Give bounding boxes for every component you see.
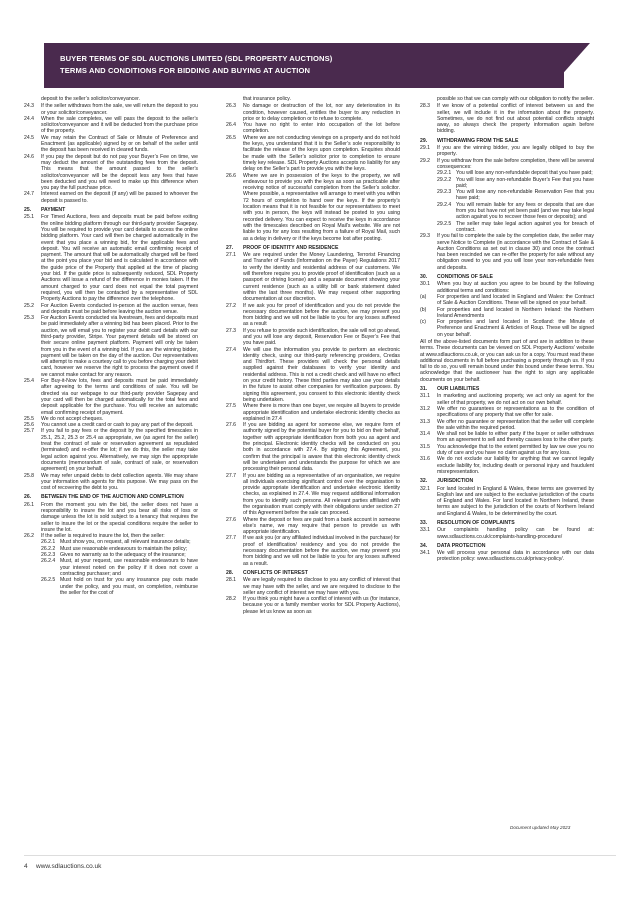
clause-number: 31.1 (420, 393, 431, 400)
clause (420, 319, 594, 338)
clause-number: (b) (420, 306, 427, 313)
clause (226, 403, 400, 422)
clause-number: 26.6 (226, 172, 237, 179)
section-heading-text: JURISDICTION (437, 478, 474, 485)
header-banner-notch (550, 43, 590, 88)
clause-text: For properties and land located in England and Wales: the Contract of Sale & Auction Conditions. These will be signed on your behalf. (437, 293, 594, 307)
clause-text: For land located in England & Wales, these terms are governed by English law and are subject to the exclusive jurisdiction of the courts of England and Wales. For land located in Northern Ireland, these terms are subject to the jurisdiction of the courts of Northern Ireland and England & Wales, to be determined by the court. (437, 485, 594, 517)
section-heading-text: BETWEEN THE END OF THE AUCTION AND COMPLETION (41, 494, 184, 501)
clause-number: 24.5 (24, 134, 35, 141)
clause (24, 135, 198, 154)
clause-text: Our complaints handling policy can be found at: www.sdlauctions.co.uk/complaints-handling-procedure/ (437, 527, 594, 540)
section-heading (420, 274, 594, 280)
sub-clause (437, 202, 594, 221)
clause (420, 103, 594, 134)
clause-text: We do not accept cheques. (41, 415, 104, 422)
clause-number: 31. (420, 386, 428, 393)
clause-number: 30.1 (420, 281, 431, 288)
terms-column-middle (226, 95, 400, 615)
clause-number: 24.6 (24, 153, 35, 160)
clause-continuation-text: deposit to the seller’s solicitor/conveyancer. (41, 96, 140, 102)
clause-number: 29. (420, 137, 428, 144)
clause-number: 27.3 (226, 327, 237, 334)
clause (226, 347, 400, 404)
clause-number: 32.1 (420, 485, 431, 492)
clause-number: 28.1 (226, 577, 237, 584)
clause-number: 29.1 (420, 145, 431, 152)
clause-continuation-text: possible so that we can comply with our obligation to notify the seller. (437, 96, 594, 102)
clause-text: If you pay the deposit but do not pay your Buyer’s Fee on time, we may deduct the amount of the outstanding fees from the deposit. This means that the amount passed to the seller’s solicitor/conveyancer will be the deposit less any fees that have been deducted and you will need to make up this difference when you pay the full purchase price. (41, 153, 198, 192)
clause-text: In marketing and auctioning property, we act only as agent for the seller of that property, we do not act on our own behalf. (437, 393, 594, 406)
section-heading (24, 494, 198, 500)
clause-text: We offer no guarantee or representation that the seller will complete the sale within the required period. (437, 418, 594, 431)
clause-number: 28. (226, 569, 234, 576)
clause-number: 25.3 (24, 315, 35, 322)
clause (226, 328, 400, 347)
clause-continuation-text: All of the above-listed documents form part of and are in addition to these terms. These documents can be viewed on SDL Property Auctions’ website at www.sdlauctions.co.uk, or you can ask us for a copy. You must read these additional documents in full before purchasing a property through us. If you fail to do so, you will remain bound under this bound under these terms. You acknowledge that the auctioneer has the right to sign any applicable documents on your behalf. (420, 338, 594, 383)
clause (420, 486, 594, 517)
section-heading-text: CONDITIONS OF SALE (437, 274, 493, 281)
clause-number: 27.6 (226, 422, 237, 429)
clause (226, 122, 400, 135)
clause-text: We offer no guarantees or representations as to the condition of specifications of any property that we offer for sale. (437, 405, 594, 419)
clause-number: 28.3 (420, 103, 431, 110)
title-line-2: TERMS AND CONDITIONS FOR BIDDING AND BUYING AT AUCTION (60, 66, 311, 75)
clause-number: (a) (420, 293, 427, 300)
clause-text: From the moment you win the bid, the seller does not have a responsibility to insure the lot and you bear all risks of loss or damage unless the lot is sold subject to a tenancy that requires the seller to insure the lot or the special conditions require the seller to insure the lot. (41, 501, 198, 533)
clause-text: You acknowledge that to the extent permitted by law we owe you no duty of care and you have no claim against us for any loss. (437, 443, 594, 457)
clause (226, 473, 400, 517)
clause-number: 25.8 (24, 472, 35, 479)
clause-number: 32. (420, 478, 428, 485)
clause (24, 154, 198, 192)
clause (226, 173, 400, 242)
document-header-banner (44, 43, 564, 88)
clause (226, 135, 400, 173)
clause-text: If you refuse to provide such identification, the sale will not go ahead, and you will lose any deposit, Reservation Fee or Buyer’s Fee that you have paid. (243, 327, 400, 347)
section-heading-text: DATA PROTECTION (437, 542, 486, 549)
clause (420, 550, 594, 563)
section-heading-text: PROOF OF IDENTITY AND RESIDENCE (243, 244, 339, 251)
clause-text: You cannot use a credit card or cash to pay any part of the deposit. (41, 422, 194, 429)
clause-text: If you are bidding as agent for someone else, we require form of authority signed by the potential buyer for you to bid on their behalf, together with appropriate identification from both you as agent and the principal. Electronic identity checks will be conducted on you both in accordance with 27.4. By signing this Agreement, you confirm that the principal is aware that this electronic identity check will be undertaken and understands the purpose for which we are processing their personal data. (243, 422, 400, 473)
clause-number: 33.1 (420, 527, 431, 534)
document-title (60, 53, 550, 77)
clause-number: (c) (420, 319, 426, 326)
clause-number: 31.6 (420, 456, 431, 463)
clause (226, 577, 400, 596)
clause-number: 26. (24, 494, 32, 501)
clause-number: 34.1 (420, 550, 431, 557)
clause-number: 29.2.1 (437, 170, 452, 177)
clause-number: 24.3 (24, 103, 35, 110)
clause-text: The seller may take legal action against you for breach of contract. (456, 220, 594, 233)
clause-number: 27. (226, 244, 234, 251)
clause-number: 31.3 (420, 418, 431, 425)
clause-text: Where we are not conducting viewings on a property and do not hold the keys, you understand that it is the Seller’s sole responsibility to facilitate the release of the keys upon completion. Enquiries should be made with the Seller’s solicitor prior to completion to ensure timely key release. SDL Property Auctions accepts no liability for any delay on the Seller’s part to provide you with the keys. (243, 134, 400, 173)
section-heading (226, 245, 400, 251)
section-heading (420, 543, 594, 549)
clause-text: Where there is more than one buyer, we require all buyers to provide appropriate identification and undertake electronic identity checks as explained in 27.4 (243, 403, 400, 422)
clause (420, 527, 594, 540)
section-heading-text: WITHDRAWING FROM THE SALE (437, 137, 519, 144)
clause (226, 596, 400, 615)
clause-text: Must show you, on request, all relevant insurance details; (60, 539, 191, 546)
clause-text: We may retain the Contract of Sale or Minute of Preference and Enactment (as applicable) signed by or on behalf of the seller until the deposit has been received in cleared funds. (41, 134, 198, 154)
clause-text: Must, at your request, use reasonable endeavours to have your interest noted on the policy if it does not cover a contracting purchaser; and (60, 558, 198, 577)
clause-number: 26.2.5 (41, 577, 56, 584)
clause-text: We are legally required to disclose to you any conflict of interest that we may have with the seller, and we are required to disclose to the seller any conflict of interest we may have with you. (243, 577, 400, 596)
clause-text: Interest earned on the deposit (if any) will be passed to whoever the deposit is passed to. (41, 191, 198, 204)
clause-number: 31.4 (420, 431, 431, 438)
clause-number: 24.7 (24, 191, 35, 198)
clause-number: 24.4 (24, 115, 35, 122)
clause (420, 393, 594, 406)
clause-text: If we ask you for proof of identification and you do not provide the necessary documentation before the auction, we may prevent you from bidding and we will not be liable to you for any losses suffered as a result (243, 302, 400, 328)
clause-text: You will lose any non-refundable Buyer’s Fee that you have paid; (456, 176, 594, 189)
clause-text: If the seller withdraws from the sale, we will return the deposit to you or your solicitor/conveyancer. (41, 103, 198, 116)
document-updated-note: Document updated May 2023 (510, 825, 571, 830)
clause-text: For Timed Auctions, fees and deposits must be paid before exiting the online bidding platform through our third-party provider Sagepay. You will be required to provide your card details to access the online bidding platform. Your card will then be charged automatically in the event that you place a winning bid, for the applicable fees and deposit. You will receive an automatic email confirming receipt of payment. The amount that will be automatically charged will be fixed at the point you place your bid and is calculated in accordance with the guide price of the Property that applied at the time of placing your bid. If the guide price is subsequently reduced, SDL Property Auctions will issue a refund of the difference in monies taken. If the amount charged to your card does not equal the total payment required, you will then be contacted by a representative of SDL Property Auctions to pay the difference over the telephone. (41, 214, 198, 303)
section-heading (420, 386, 594, 392)
clause-text: No damage or destruction of the lot, nor any deterioration in its condition, however caused, entitles the buyer to any reduction in price or to delay completion or to refuse to complete. (243, 103, 400, 122)
page-number: 4 (24, 863, 28, 870)
clause (24, 116, 198, 135)
clause-number: 29.2.3 (437, 189, 452, 196)
clause-number: 26.2 (24, 533, 35, 540)
clause-number: 25.7 (24, 428, 35, 435)
clause (226, 103, 400, 122)
clause (24, 502, 198, 533)
clause-number: 27.4 (226, 346, 237, 353)
title-line-1: BUYER TERMS OF SDL AUCTIONS LIMITED (SDL PROPERTY AUCTIONS) (60, 54, 333, 63)
clause-number: 26.2.4 (41, 558, 56, 565)
terms-column-right (420, 95, 594, 563)
clause (420, 233, 594, 271)
clause-number: 26.1 (24, 501, 35, 508)
clause-number: 26.4 (226, 122, 237, 129)
clause-number: 31.5 (420, 443, 431, 450)
clause-number: 25. (24, 207, 32, 214)
section-heading (24, 207, 198, 213)
clause (420, 456, 594, 475)
clause (420, 444, 594, 457)
clause-number: 29.3 (420, 233, 431, 240)
clause-text: We shall not be liable to either party if the buyer or seller withdraws from an agreement to sell and thereby causes loss to the other party. (437, 431, 594, 444)
clause (420, 419, 594, 432)
clause-number: 29.2 (420, 157, 431, 164)
clause-text: We will use the information you provide to perform an electronic identity check, using our third-party referencing providers, Credas and Thirdfort. These providers will check the personal details supplied against their databases to verify your identity and residential address. This is not a credit check and will have no effect on your credit history. These third parties may also use your details in the future to assist other companies for verification purposes. By signing this agreement, you consent to this electronic identity check being undertaken. (243, 346, 400, 403)
section-heading-text: RESOLUTION OF COMPLAINTS (437, 520, 515, 526)
clause-text: You will lose any non-refundable Reservation Fee that you have paid; (456, 189, 594, 202)
sub-clause (41, 577, 198, 596)
clause-number: 27.1 (226, 252, 237, 259)
clause-text: Must use reasonable endeavours to maintain the policy; (60, 545, 188, 552)
clause (24, 103, 198, 116)
clause-text: When the sale completes, we will pass the deposit to the seller’s solicitor/conveyancer and it will be deducted from the purchase price of the property. (41, 115, 198, 135)
clause-text: We are required under the Money Laundering, Terrorist Financing and Transfer of Funds (Information on the Payer) Regulations 2017 to verify the identity and residential address of our customers. We will therefore require you to provide proof of identification (such as a passport or driving license) and a separate document showing your current residence (such as a utility bill or bank statement dated within the last three months). We may request other supporting documentation at our discretion. (243, 252, 400, 303)
clause-text: When you buy at auction you agree to be bound by the following additional terms and conditions: (437, 281, 594, 294)
clause-number: 26.2.3 (41, 552, 56, 559)
clause-text: If you fail to complete the sale by the completion date, the seller may serve Notice to Complete (in accordance with the Contract of Sale & Auction Conditions as set out in clause 30) and once the contract has been rescinded we can re-offer the property for sale without any obligation owed to you and you will lose your non-refundable fees and deposits. (437, 233, 594, 271)
clause (24, 214, 198, 302)
clause-text: You will lose any non-refundable deposit that you have paid; (456, 170, 593, 177)
section-heading (226, 570, 400, 576)
clause-text: Where the deposit or fees are paid from a bank account in someone else’s name, we may require that person to provide us with appropriate identification. (243, 516, 400, 536)
clause-number: 27.2 (226, 302, 237, 309)
clause (420, 431, 594, 444)
clause-text: If you withdraw from the sale before completion, there will be several consequences: (437, 157, 594, 170)
clause-text: If you think you might have a conflict of interest with us (for instance, because you or a family member works for SDL Property Auctions), please let us know as soon as (243, 596, 400, 615)
section-heading-text: CONFLICTS OF INTEREST (243, 569, 308, 576)
clause-number: 25.6 (24, 422, 35, 429)
footer-divider (24, 855, 616, 856)
clause-number: 31.2 (420, 405, 431, 412)
clause-text: For Auction Events conducted in-person at the auction venue, fees and deposits must be paid before leaving the auction venue. (41, 302, 198, 315)
clause-text: We will process your personal data in accordance with our data protection policy: www.sdlauctions.co.uk/privacy-policy/. (437, 550, 594, 563)
clause-text: You will remain liable for any fees or deposits that are due from you but have not yet been paid (and we may take legal action against you to recover those fees or deposits); and (456, 201, 594, 221)
clause-text: We do not exclude our liability for anything that we cannot legally exclude liability for, including death or personal injury and fraudulent misrepresentation. (437, 456, 594, 475)
section-heading-text: PAYMENT (41, 207, 66, 214)
clause-number: 29.2.5 (437, 220, 452, 227)
sub-clause (437, 177, 594, 190)
clause-text: If we ask you (or any affiliated individual involved in the purchase) for proof of identification/ residency and you do not provide the necessary documentation before the auction, we may prevent you from bidding and we will not be liable to you for any losses suffered as a result. (243, 535, 400, 567)
sub-clause (437, 221, 594, 234)
clause-number: 29.2.2 (437, 176, 452, 183)
clause-number: 26.2.1 (41, 539, 56, 546)
clause (24, 303, 198, 316)
clause (420, 307, 594, 320)
clause-number: 27.6 (226, 516, 237, 523)
clause (420, 158, 594, 171)
clause (226, 517, 400, 536)
clause-number: 29.2.4 (437, 201, 452, 208)
clause-number: 34. (420, 542, 428, 549)
clause-text: Gives no warranty as to the adequacy of the insurance; (60, 552, 186, 559)
clause-number: 30. (420, 274, 428, 281)
sub-clause (437, 189, 594, 202)
clause (24, 191, 198, 204)
clause (226, 422, 400, 472)
clause (420, 281, 594, 294)
clause (24, 428, 198, 472)
clause (420, 145, 594, 158)
clause-text: For Buy-it-Now lots, fees and deposits must be paid immediately after agreeing to the terms and conditions of sale. You will be directed via our webpage to our third-party provider Sagepay and your card will then be charged automatically for the total fees and deposit applicable for the purchase. You will receive an automatic email confirming receipt of payment. (41, 378, 198, 416)
clause-number: 28.2 (226, 596, 237, 603)
clause-text: For properties and land located in Northern Ireland: the Northern Ireland Amendments (437, 306, 594, 319)
clause-number: 26.5 (226, 134, 237, 141)
clause-number: 27.5 (226, 403, 237, 410)
clause-number: 25.1 (24, 214, 35, 221)
clause-text: You have no right to enter into occupation of the lot before completion. (243, 122, 400, 135)
clause-number: 27.7 (226, 535, 237, 542)
clause (24, 378, 198, 416)
sub-clause (41, 558, 198, 577)
clause-number: 26.3 (226, 103, 237, 110)
clause-number: 27.7 (226, 472, 237, 479)
clause (24, 315, 198, 378)
clause-text: If the seller is required to insure the lot, then the seller: (41, 533, 165, 540)
section-heading-text: OUR LIABILITIES (437, 386, 480, 393)
terms-column-left (24, 95, 198, 596)
clause-text: We may refer unpaid debts to debt collection agents. We may share your information with agents for this purpose. We may pass on the cost of recovering the debt to you. (41, 472, 198, 492)
clause (24, 473, 198, 492)
section-heading (420, 138, 594, 144)
section-heading (420, 478, 594, 484)
clause-text: Must hold on trust for you any insurance pay outs made under the policy, and you must, on completion, reimburse the seller for the cost of (60, 577, 198, 596)
clause (420, 406, 594, 419)
clause-number: 25.2 (24, 302, 35, 309)
clause-number: 25.4 (24, 378, 35, 385)
clause-text: Where we are in possession of the keys to the property, we will endeavour to provide you with the keys as soon as practicable after receiving notice of successful completion from the Seller’s solicitor. Where possible, a representative will arrange to meet with you within 72 hours of completion to hand over the keys. If the property’s location means that it is not feasible for our representatives to meet with you in person, the keys will instead be posted to you using recorded delivery. You can expect to receive the keys in accordance with the timescales described on Royal Mail’s website. We are not liable to you for any loss resulting from a failure of Royal Mail, such as a delay in delivery or if the keys become lost after posting. (243, 172, 400, 242)
section-heading (420, 520, 594, 526)
clause-text: For properties and land located in Scotland: the Minute of Preference and Enactment & Articles of Roup. These will be signed on your behalf. (437, 319, 594, 338)
footer-website-link[interactable]: www.sdlauctions.co.uk (36, 863, 102, 870)
clause-text: If you fail to pay fees or the deposit by the specified timescales in 25.1, 25.2, 25.3 or 25.4 as appropriate, we (as agent for the seller) treat the contract of sale or reservation agreement as repudiated (terminated) and re-offer the lot; if we do this, the seller may take legal action against you. Alternatively, we may sign the appropriate documents (memorandum of sale, contract of sale, or reservation agreement) on your behalf. (41, 428, 198, 473)
clause-number: 33. (420, 520, 428, 526)
clause-text: For Auction Events conducted via livestream, fees and deposits must be paid immediately after a winning bid has been placed. Prior to the auction, we will email you to register your debit card details with our third-party provider, Stripe. Your payment details will be stored on their secure online payment platform. Payment will only be taken from you in the event of a winning bid. If you are the winning bidder, payment will be taken on the day of the auction. Our representatives will attempt to make a courtesy call to you before charging your debit card, however we reserve the right to process the payment owed if we cannot make contact for any reason. (41, 315, 198, 378)
clause-text: If you are bidding as a representative of an organisation, we require all individuals exercising significant control over the organisation to provide appropriate identification and undertake electronic identity checks, as explained in 27.4. We may request additional information from you to identify such persons. All relevant parties affiliated with the organisation must comply with their obligations under section 27 of this Agreement before the sale can proceed. (243, 472, 400, 517)
clause-number: 26.2.2 (41, 545, 56, 552)
clause-text: If we know of a potential conflict of interest between us and the seller, we will include it in the information about the property. Sometimes, we do not find out about potential conflicts straight away, so always check the property information again before bidding. (437, 103, 594, 135)
clause-continuation-text: that insurance policy. (243, 96, 291, 102)
clause-text: If you are the winning bidder, you are legally obliged to buy the property. (437, 145, 594, 158)
clause (420, 294, 594, 307)
clause (226, 535, 400, 566)
clause (226, 252, 400, 302)
clause-number: 25.5 (24, 415, 35, 422)
clause (226, 303, 400, 328)
